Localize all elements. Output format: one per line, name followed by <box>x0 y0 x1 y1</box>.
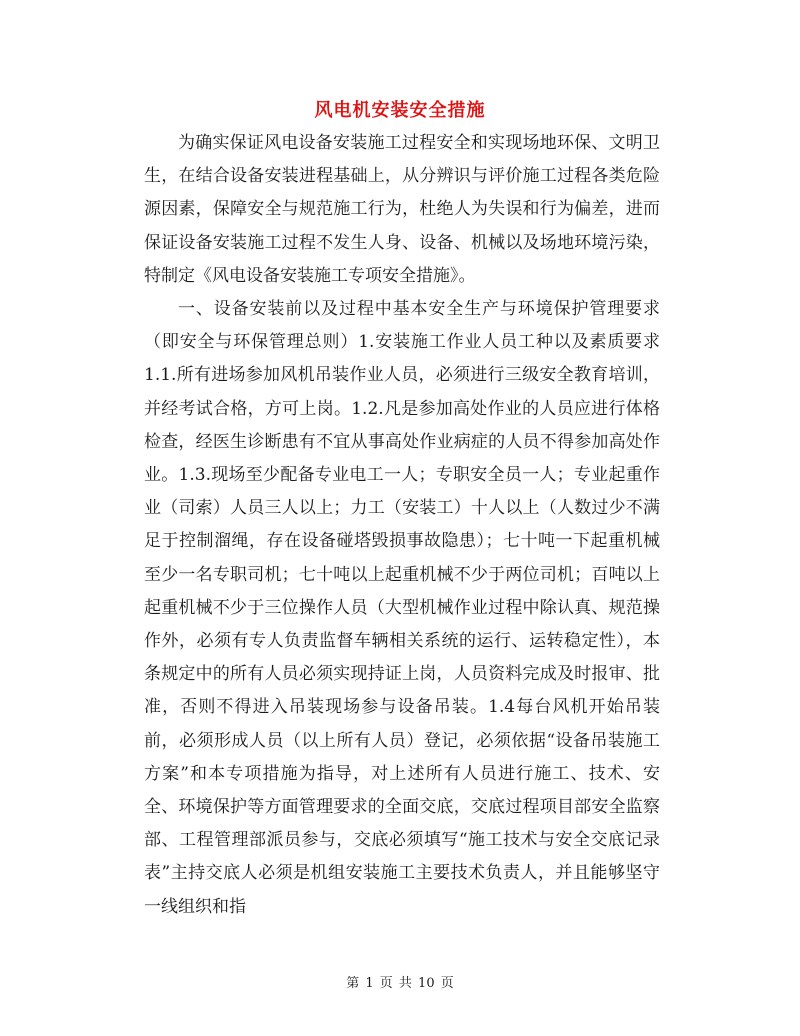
page-footer: 第 1 页 共 10 页 <box>346 976 454 991</box>
document-body <box>144 127 660 924</box>
paragraph-section-1: 一、设备安装前以及过程中基本安全生产与环境保护管理要求（即安全与环保管理总则）1.安装施工作业人员工种以及素质要求1.1.所有进场参加风机吊装作业人员，必须进行三级安全教育培训，并经考试合格，方可上岗。1.2.凡是参加高处作业的人员应进行体格检查，经医生诊断患有不宜从事高处作业病症的人员不得参加高处作业。1.3.现场至少配备专业电工一人；专职安全员一人；专业起重作业（司索）人员三人以上；力工（安装工）十人以上（人数过少不满足于控制溜绳，存在设备碰塔毁损事故隐患）；七十吨一下起重机械至少一名专职司机；七十吨以上起重机械不少于两位司机；百吨以上起重机械不少于三位操作人员（大型机械作业过程中除认真、规范操作外，必须有专人负责监督车辆相关系统的运行、运转稳定性），本条规定中的所有人员必须实现持证上岗，人员资料完成及时报审、批准，否则不得进入吊装现场参与设备吊装。1.4每台风机开始吊装前，必须形成人员（以上所有人员）登记，必须依据“设备吊装施工方案”和本专项措施为指导，对上述所有人员进行施工、技术、安全、环境保护等方面管理要求的全面交底，交底过程项目部安全监察部、工程管理部派员参与，交底必须填写“施工技术与安全交底记录表”主持交底人必须是机组安装施工主要技术负责人，并且能够坚守一线组织和指 <box>144 299 660 917</box>
document-title: 风电机安装安全措施 <box>314 100 486 121</box>
paragraph-intro: 为确实保证风电设备安装施工过程安全和实现场地环保、文明卫生，在结合设备安装进程基础上，从分辨识与评价施工过程各类危险源因素，保障安全与规范施工行为，杜绝人为失误和行为偏差，进而保证设备安装施工过程不发生人身、设备、机械以及场地环境污染，特制定《风电设备安装施工专项安全措施》。 <box>144 133 660 286</box>
